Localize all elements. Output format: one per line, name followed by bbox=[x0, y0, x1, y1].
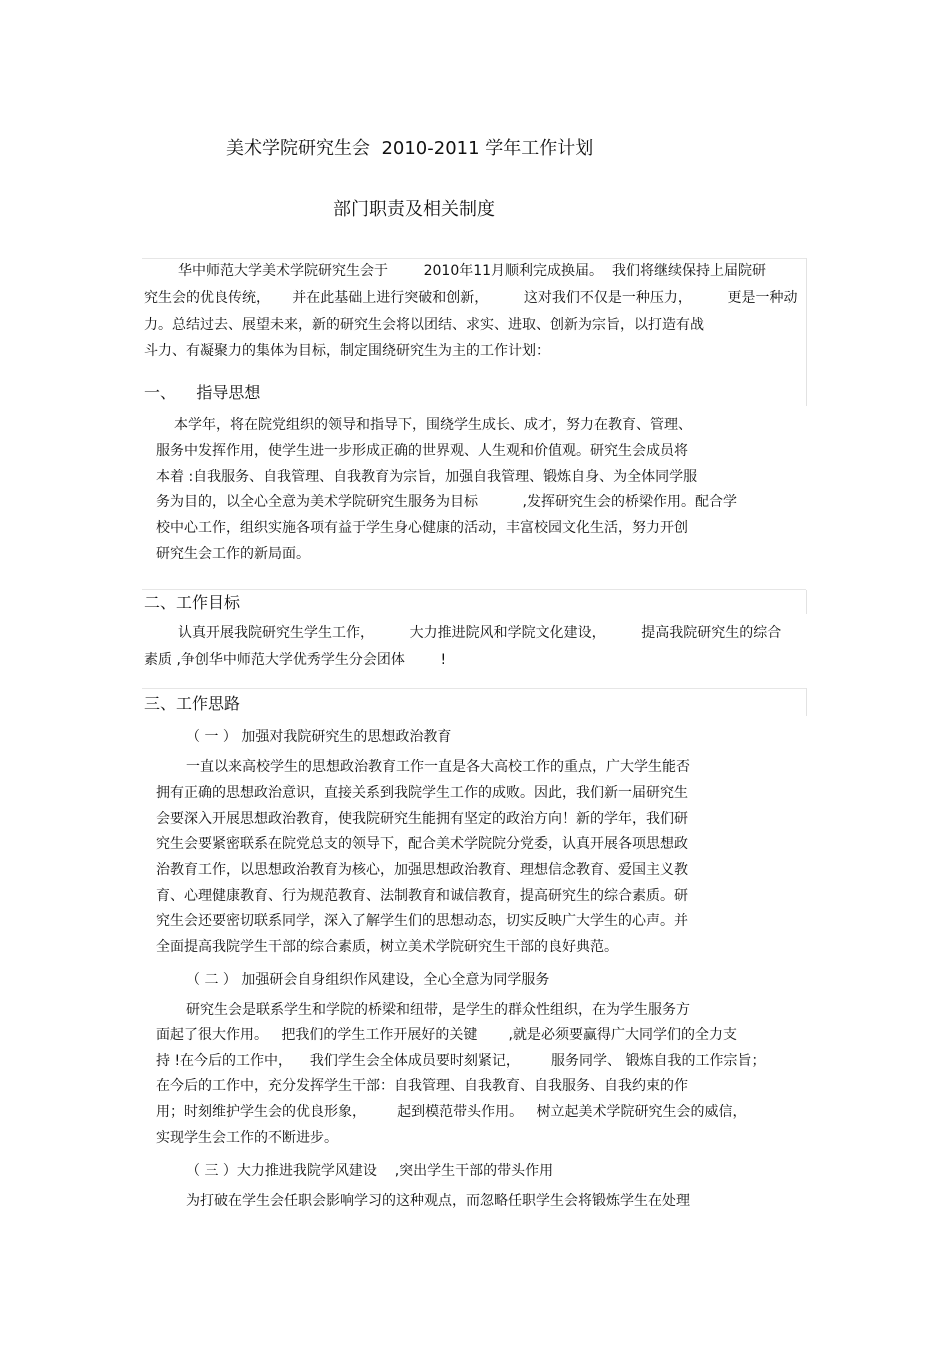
paragraph-line: 拥有正确的思想政治意识，直接关系到我院学生工作的成败。因此，我们新一届研究生 bbox=[156, 785, 688, 801]
paragraph-line: 服务中发挥作用，使学生进一步形成正确的世界观、人生观和价值观。研究生会成员将 bbox=[156, 443, 688, 459]
paragraph-line: 研究生会工作的新局面。 bbox=[156, 546, 310, 562]
section-heading: 一、 指导思想 bbox=[144, 383, 261, 402]
paragraph-line: 本学年，将在院党组织的领导和指导下，围绕学生成长、成才，努力在教育、管理、 bbox=[174, 417, 692, 433]
intro-line: 斗力、有凝聚力的集体为目标，制定围绕研究生为主的工作计划： bbox=[144, 343, 550, 359]
paragraph-line: 务为目的，以全心全意为美术学院研究生服务为目标 ,发挥研究生会的桥梁作用。配合学 bbox=[156, 494, 737, 510]
scan-rule bbox=[142, 589, 806, 590]
intro-line: 华中师范大学美术学院研究生会于 2010年11月顺利完成换届。 我们将继续保持上届院研 bbox=[178, 263, 766, 279]
paragraph-line: 素质 ,争创华中师范大学优秀学生分会团体 ! bbox=[144, 652, 447, 668]
paragraph-line: 会要深入开展思想政治教育，使我院研究生能拥有坚定的政治方向！新的学年，我们研 bbox=[156, 811, 688, 827]
scan-rule bbox=[142, 258, 806, 259]
paragraph-line: 研究生会是联系学生和学院的桥梁和纽带，是学生的群众性组织，在为学生服务方 bbox=[186, 1002, 690, 1018]
subsection-heading: （ 二 ） 加强研会自身组织作风建设，全心全意为同学服务 bbox=[186, 972, 550, 988]
paragraph-line: 一直以来高校学生的思想政治教育工作一直是各大高校工作的重点，广大学生能否 bbox=[186, 759, 690, 775]
paragraph-line: 持 !在今后的工作中， 我们学生会全体成员要时刻紧记， 服务同学、 锻炼自我的工作宗旨； bbox=[156, 1053, 766, 1069]
paragraph-line: 校中心工作，组织实施各项有益于学生身心健康的活动，丰富校园文化生活，努力开创 bbox=[156, 520, 688, 536]
document-subtitle: 部门职责及相关制度 bbox=[333, 199, 495, 220]
paragraph-line: 面起了很大作用。 把我们的学生工作开展好的关键 ,就是必须要赢得广大同学们的全力支 bbox=[156, 1027, 737, 1043]
intro-line: 力。总结过去、展望未来，新的研究生会将以团结、求实、进取、创新为宗旨，以打造有战 bbox=[144, 317, 704, 333]
paragraph-line: 究生会还要密切联系同学，深入了解学生们的思想动态，切实反映广大学生的心声。并 bbox=[156, 913, 688, 929]
paragraph-line: 在今后的工作中，充分发挥学生干部：自我管理、自我教育、自我服务、自我约束的作 bbox=[156, 1078, 688, 1094]
paragraph-line: 实现学生会工作的不断进步。 bbox=[156, 1130, 338, 1146]
scan-rule bbox=[806, 258, 807, 406]
paragraph-line: 为打破在学生会任职会影响学习的这种观点，而忽略任职学生会将锻炼学生在处理 bbox=[186, 1193, 690, 1209]
paragraph-line: 全面提高我院学生干部的综合素质，树立美术学院研究生干部的良好典范。 bbox=[156, 939, 618, 955]
document-title: 美术学院研究生会 2010-2011 学年工作计划 bbox=[226, 138, 594, 159]
subsection-heading: （ 一 ） 加强对我院研究生的思想政治教育 bbox=[186, 729, 452, 745]
section-heading: 三、工作思路 bbox=[144, 694, 241, 713]
scan-rule bbox=[806, 688, 807, 716]
paragraph-line: 究生会要紧密联系在院党总支的领导下，配合美术学院院分党委，认真开展各项思想政 bbox=[156, 836, 688, 852]
paragraph-line: 认真开展我院研究生学生工作， 大力推进院风和学院文化建设， 提高我院研究生的综合 bbox=[178, 625, 782, 641]
scan-rule bbox=[806, 590, 807, 614]
scan-rule bbox=[142, 688, 806, 689]
intro-line: 究生会的优良传统， 并在此基础上进行突破和创新， 这对我们不仅是一种压力， 更是一种动 bbox=[144, 290, 798, 306]
paragraph-line: 育、心理健康教育、行为规范教育、法制教育和诚信教育，提高研究生的综合素质。研 bbox=[156, 888, 688, 904]
subsection-heading: （ 三 ）大力推进我院学风建设 ,突出学生干部的带头作用 bbox=[186, 1163, 554, 1179]
paragraph-line: 本着 :自我服务、自我管理、自我教育为宗旨，加强自我管理、锻炼自身、为全体同学服 bbox=[156, 469, 698, 485]
paragraph-line: 用；时刻维护学生会的优良形象， 起到模范带头作用。 树立起美术学院研究生会的威信， bbox=[156, 1104, 747, 1120]
section-heading: 二、工作目标 bbox=[144, 593, 241, 612]
paragraph-line: 治教育工作，以思想政治教育为核心，加强思想政治教育、理想信念教育、爱国主义教 bbox=[156, 862, 688, 878]
